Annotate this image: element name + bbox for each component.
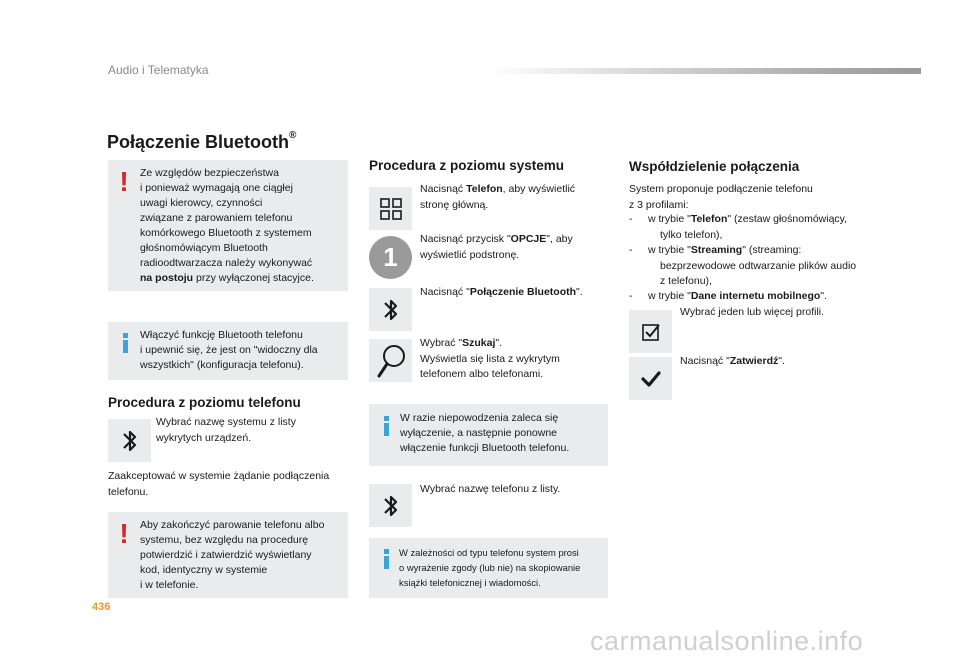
system-procedure-heading: Procedura z poziomu systemu	[369, 158, 565, 173]
menu-grid-step-icon	[369, 187, 412, 230]
info-icon	[381, 549, 391, 569]
header-title: Audio i Telematyka	[108, 63, 209, 77]
registered-mark: ®	[289, 130, 297, 141]
info-fail-box	[369, 404, 608, 466]
header-divider	[488, 68, 921, 74]
bluetooth-step-icon	[108, 419, 151, 462]
warning-icon: !	[119, 518, 129, 549]
info-icon	[381, 416, 391, 436]
system-step2-text: Nacisnąć przycisk "OPCJE", aby wyświetlić podstronę.	[420, 233, 573, 261]
checkbox-checked-icon	[641, 322, 661, 342]
warning-end-text: Aby zakończyć parowanie telefonu albo systemu, bez względu na procedurę potwierdzić i zatwierdzić wyświetlany kod, identyczny w systemie i w telefonie.	[140, 519, 325, 591]
warning-safety-text: Ze względów bezpieczeństwa i ponieważ wymagają one ciągłej uwagi kierowcy, czynności związane z parowaniem telefonu komórkowego Bluetooth z systemem głośnomówiącym Bluetooth radioodtwarzacza należy wykonywać na postoju przy wyłączonej stacyjce.	[140, 167, 314, 284]
checkbox-step-icon	[629, 310, 672, 353]
sharing-step2-text: Nacisnąć "Zatwierdź".	[680, 355, 785, 367]
page-title-text: Połączenie Bluetooth	[107, 132, 290, 152]
step-number: 1	[383, 242, 398, 272]
info-enable-text: Włączyć funkcję Bluetooth telefonu i upewnić się, że jest on "widoczny dla wszystkich" (konfiguracja telefonu).	[140, 329, 318, 371]
sharing-step1-text: Wybrać jeden lub więcej profili.	[680, 306, 825, 318]
bluetooth-icon	[381, 492, 401, 520]
system-step3-text: Nacisnąć "Połączenie Bluetooth".	[420, 286, 583, 298]
profile-item-data: - w trybie "Dane internetu mobilnego".	[629, 290, 827, 302]
bluetooth-icon	[381, 296, 401, 324]
checkmark-icon	[641, 370, 661, 388]
system-step4-text: Wybrać "Szukaj". Wyświetla się lista z wykrytym telefonem albo telefonami.	[420, 337, 560, 380]
profile-item-streaming: - w trybie "Streaming" (streaming: bezprzewodowe odtwarzanie plików audio z telefonu),	[629, 244, 857, 287]
system-step1-text: Nacisnąć Telefon, aby wyświetlić stronę główną.	[420, 183, 576, 211]
bluetooth-step-icon	[369, 288, 412, 331]
phone-step-text: Wybrać nazwę systemu z listy wykrytych urządzeń.	[156, 416, 296, 444]
phone-accept-text: Zaakceptować w systemie żądanie podłączenia telefonu.	[108, 470, 330, 498]
page-title	[107, 132, 296, 153]
sharing-heading: Współdzielenie połączenia	[629, 159, 800, 174]
search-icon	[375, 343, 407, 379]
system-step5-text: Wybrać nazwę telefonu z listy.	[420, 483, 561, 495]
page-number: 436	[92, 601, 111, 613]
warning-icon: !	[119, 166, 129, 197]
info-type-text: W zależności od typu telefonu system prosi o wyrażenie zgody (lub nie) na skopiowanie książki telefonicznej i wiadomości.	[399, 547, 581, 588]
info-type-box	[369, 538, 608, 598]
search-step-icon	[369, 339, 412, 382]
watermark: carmanualsonline.info	[590, 626, 864, 656]
warning-end-box	[108, 512, 348, 598]
phone-procedure-heading: Procedura z poziomu telefonu	[108, 395, 301, 410]
info-enable-box	[108, 322, 348, 380]
confirm-step-icon	[629, 357, 672, 400]
sharing-intro: System proponuje podłączenie telefonu z 3 profilami:	[629, 183, 813, 211]
step-number-badge	[369, 236, 412, 279]
bluetooth-icon	[120, 427, 140, 455]
warning-safety-box	[108, 160, 348, 291]
info-fail-text: W razie niepowodzenia zaleca się wyłączenie, a następnie ponowne włączenie funkcji Bluetooth telefonu.	[400, 412, 570, 454]
profile-item-phone: - w trybie "Telefon" (zestaw głośnomówiący, tylko telefon),	[629, 213, 848, 241]
bluetooth-step-icon	[369, 484, 412, 527]
info-icon	[120, 333, 130, 353]
grid-icon	[380, 198, 402, 220]
